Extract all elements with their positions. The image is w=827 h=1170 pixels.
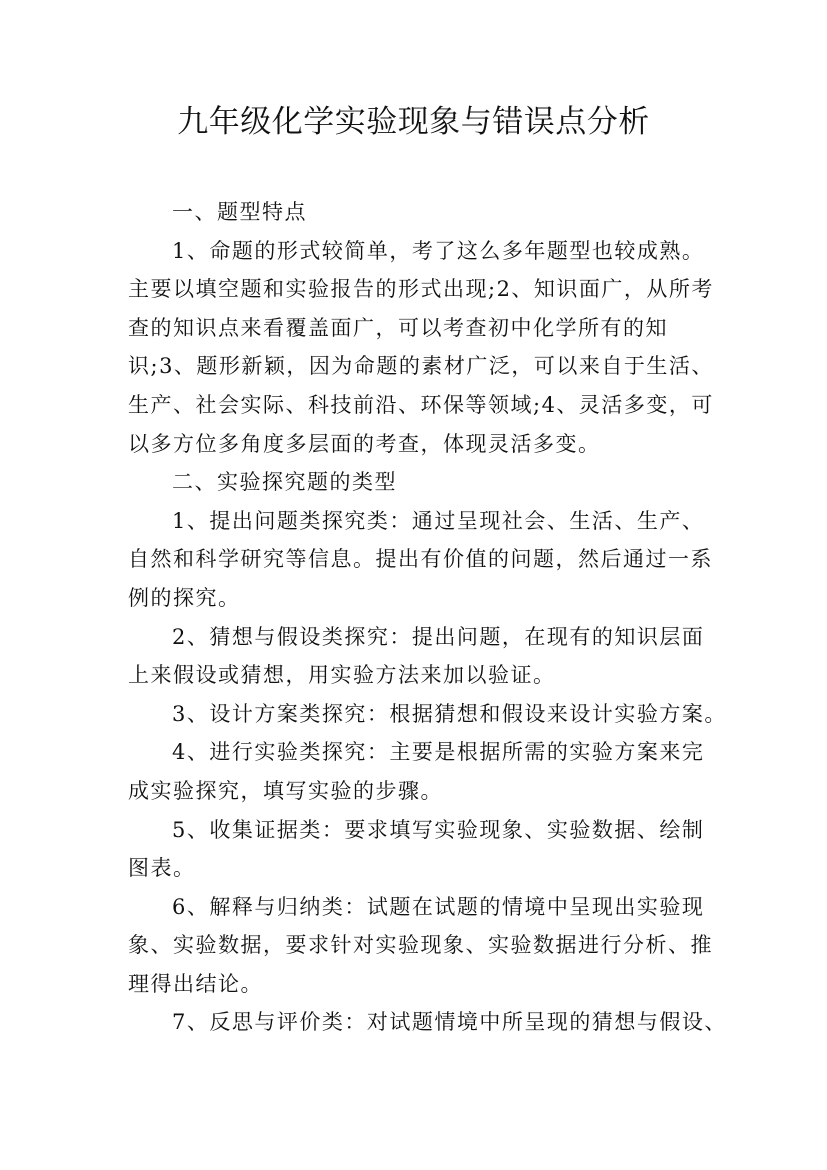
text-line: 6、解释与归纳类：试题在试题的情境中呈现出实验现 xyxy=(172,894,705,919)
document-body xyxy=(128,193,727,1042)
text-line: 理得出结论。 xyxy=(128,971,263,996)
text-line: 自然和科学研究等信息。提出有价值的问题，然后通过一系 xyxy=(128,547,713,572)
paragraph-type-3 xyxy=(128,695,727,734)
text-line: 识;3、题形新颖，因为命题的素材广泛，可以来自于生活、 xyxy=(128,354,714,379)
text-line: 以多方位多角度多层面的考查，体现灵活多变。 xyxy=(128,431,601,456)
section-heading-1 xyxy=(128,193,718,232)
section-heading-2 xyxy=(128,463,718,502)
text-line: 象、实验数据，要求针对实验现象、实验数据进行分析、推 xyxy=(128,933,713,958)
text-line: 上来假设或猜想，用实验方法来加以验证。 xyxy=(128,663,556,688)
text-line: 例的探究。 xyxy=(128,585,241,610)
paragraph-type-5 xyxy=(128,811,718,888)
text-line: 5、收集证据类：要求填写实验现象、实验数据、绘制 xyxy=(172,817,705,842)
text-line: 生产、社会实际、科技前沿、环保等领域;4、灵活多变，可 xyxy=(128,392,714,417)
text-line: 查的知识点来看覆盖面广，可以考查初中化学所有的知 xyxy=(128,315,668,340)
document-title: 九年级化学实验现象与错误点分析 xyxy=(177,104,650,140)
text-line: 1、命题的形式较简单，考了这么多年题型也较成熟。 xyxy=(172,238,705,263)
text-line: 一、题型特点 xyxy=(172,200,307,224)
paragraph-type-4 xyxy=(128,733,718,810)
text-line: 3、设计方案类探究：根据猜想和假设来设计实验方案。 xyxy=(172,701,727,726)
text-line: 1、提出问题类探究类：通过呈现社会、生活、生产、 xyxy=(172,508,705,533)
paragraph-type-2 xyxy=(128,618,718,695)
paragraph-type-1 xyxy=(128,502,718,618)
text-line: 成实验探究，填写实验的步骤。 xyxy=(128,778,443,803)
paragraph-features xyxy=(128,232,718,464)
text-line: 2、猜想与假设类探究：提出问题，在现有的知识层面 xyxy=(172,624,705,649)
paragraph-type-7 xyxy=(128,1003,727,1042)
paragraph-type-6 xyxy=(128,888,718,1004)
text-line: 4、进行实验类探究：主要是根据所需的实验方案来完 xyxy=(172,740,705,765)
text-line: 二、实验探究题的类型 xyxy=(172,470,397,495)
text-line: 7、反思与评价类：对试题情境中所呈现的猜想与假设、 xyxy=(172,1010,727,1035)
text-line: 主要以填空题和实验报告的形式出现;2、知识面广，从所考 xyxy=(128,277,714,302)
text-line: 图表。 xyxy=(128,856,196,881)
